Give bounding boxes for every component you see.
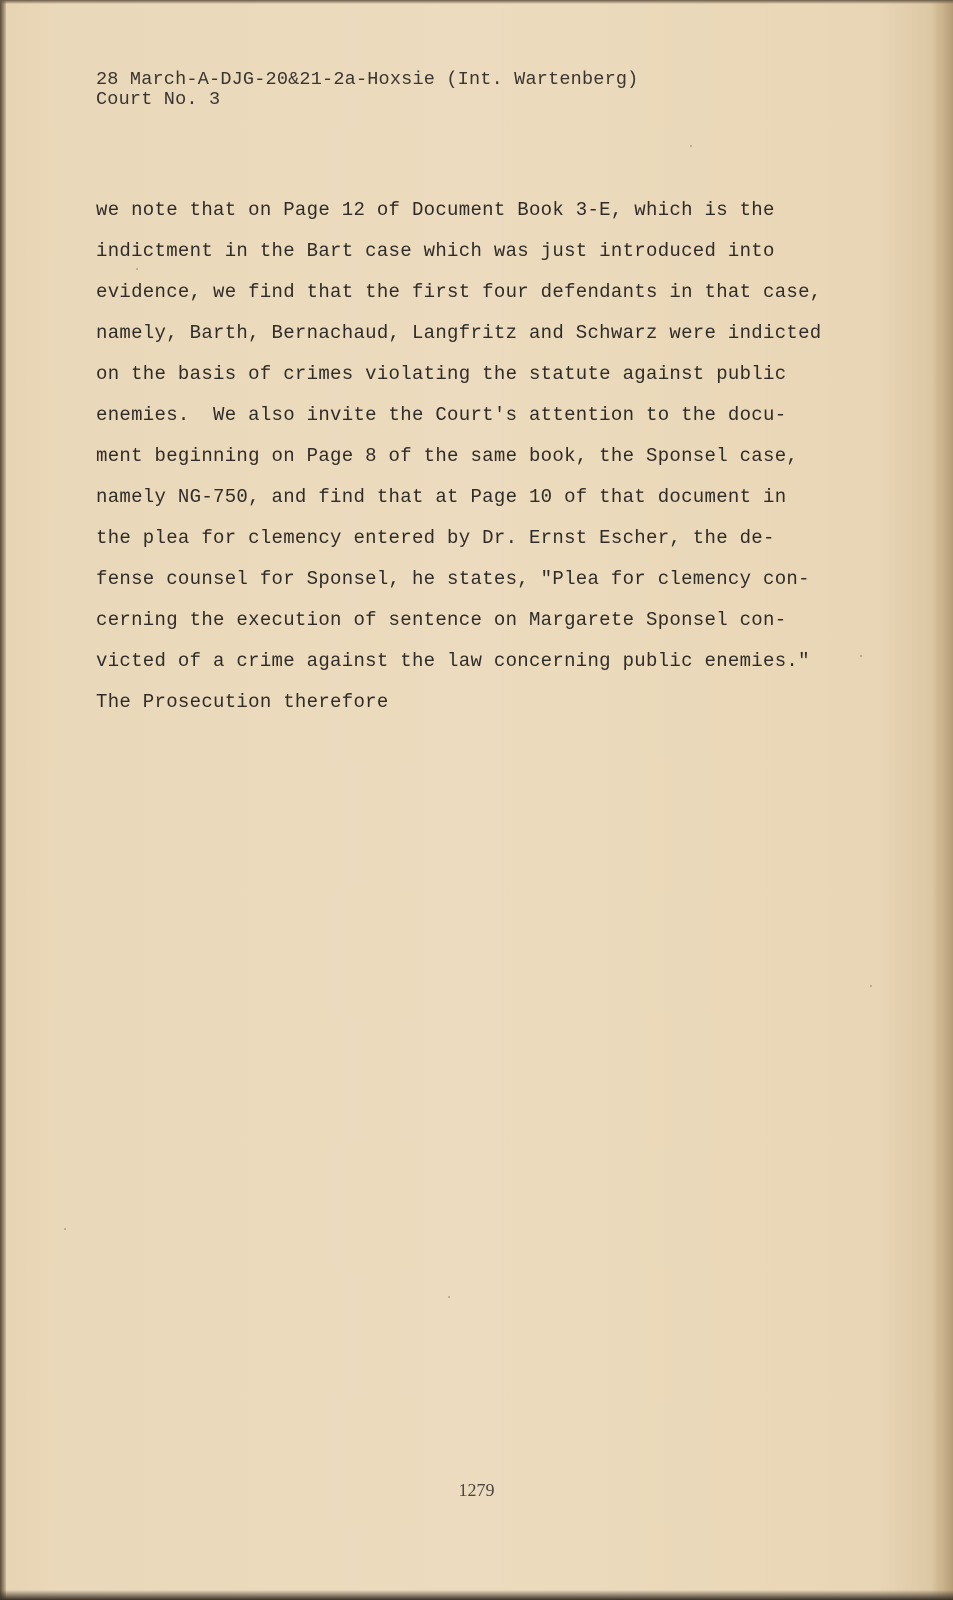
transcript-line: the plea for clemency entered by Dr. Ernst Escher, the de- — [96, 527, 775, 549]
paper-speck — [448, 1296, 450, 1298]
page-top-edge — [0, 0, 953, 4]
transcript-line: on the basis of crimes violating the statute against public — [96, 363, 787, 385]
page-right-edge — [931, 0, 953, 1600]
header-court-line: Court No. 3 — [96, 89, 221, 110]
paper-speck — [64, 1228, 66, 1230]
transcript-line: cerning the execution of sentence on Margarete Sponsel con- — [96, 609, 787, 631]
transcript-line: enemies. We also invite the Court's attention to the docu- — [96, 404, 787, 426]
transcript-line: we note that on Page 12 of Document Book 3-E, which is the — [96, 199, 775, 221]
transcript-line: namely NG-750, and find that at Page 10 of that document in — [96, 486, 787, 508]
transcript-body — [96, 190, 876, 723]
transcript-line: The Prosecution therefore — [96, 691, 389, 713]
page-bottom-edge — [0, 1590, 953, 1600]
document-header — [96, 70, 639, 110]
transcript-line: fense counsel for Sponsel, he states, "Plea for clemency con- — [96, 568, 810, 590]
transcript-line: evidence, we find that the first four defendants in that case, — [96, 281, 822, 303]
header-session-line: 28 March-A-DJG-20&21-2a-Hoxsie (Int. Wartenberg) — [96, 69, 639, 90]
paper-speck — [690, 145, 692, 147]
transcript-line: ment beginning on Page 8 of the same book, the Sponsel case, — [96, 445, 799, 467]
page-number: 1279 — [458, 1480, 495, 1500]
transcript-line: indictment in the Bart case which was just introduced into — [96, 240, 775, 262]
page-left-edge — [0, 0, 6, 1600]
paper-speck — [860, 655, 862, 657]
transcript-line: victed of a crime against the law concerning public enemies." — [96, 650, 810, 672]
transcript-line: namely, Barth, Bernachaud, Langfritz and Schwarz were indicted — [96, 322, 822, 344]
paper-speck — [136, 268, 138, 270]
paper-speck — [870, 985, 872, 987]
